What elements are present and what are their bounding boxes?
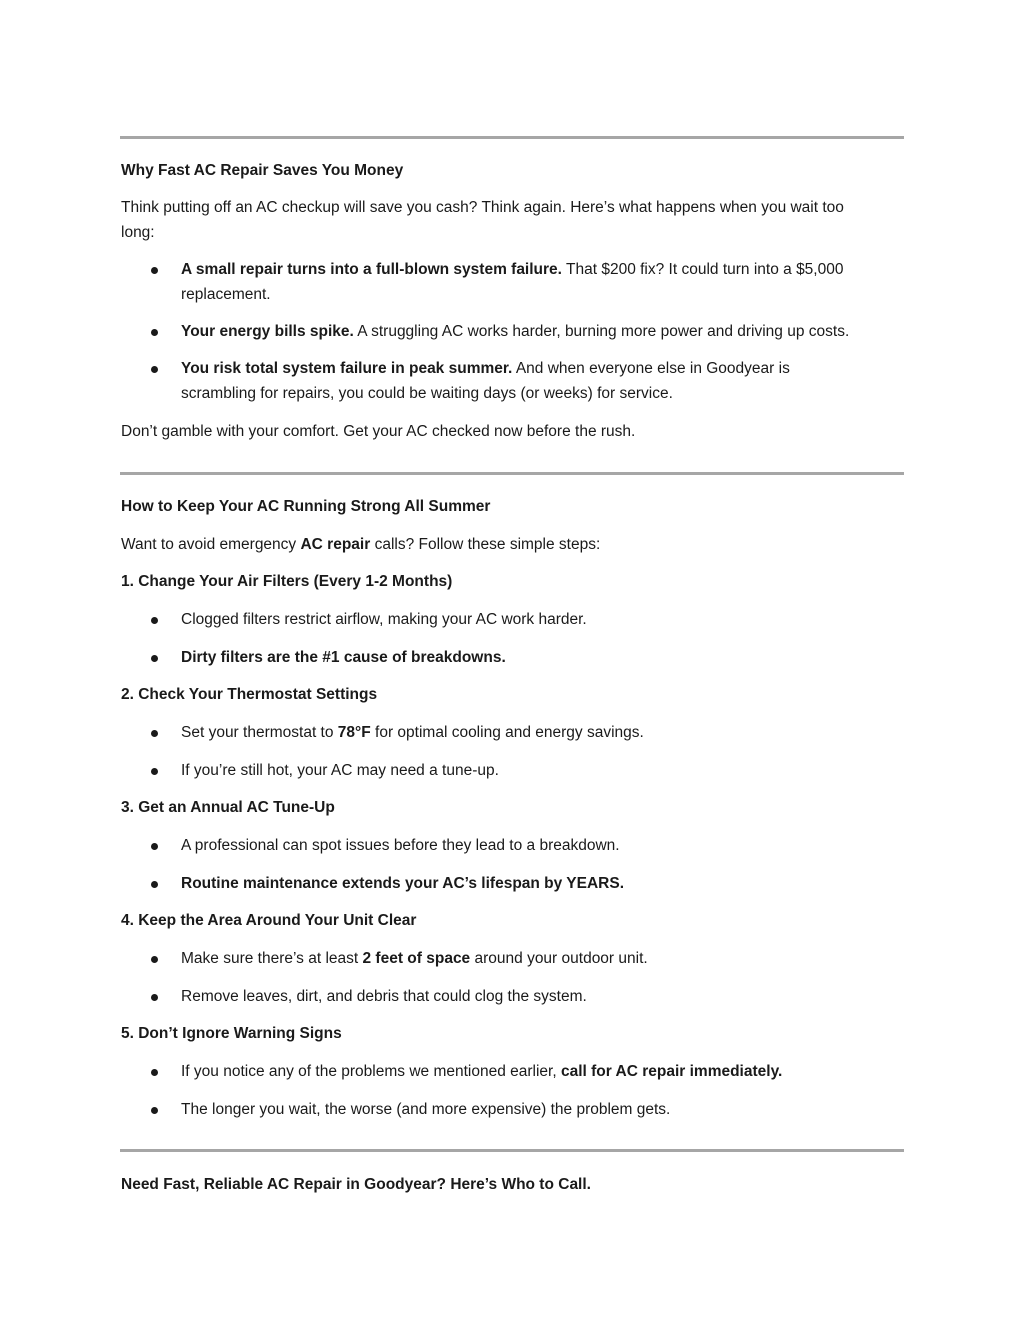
list-item: Clogged filters restrict airflow, making your AC work harder. [181, 611, 587, 628]
section-heading: How to Keep Your AC Running Strong All Summer [121, 498, 491, 515]
bold-text: 78°F [337, 724, 371, 741]
intro-text: calls? Follow these simple steps: [370, 536, 601, 553]
item-text: A struggling AC works harder, burning more power and driving up costs. [353, 323, 850, 340]
list-item-continuation: replacement. [181, 286, 271, 303]
step-title: 5. Don’t Ignore Warning Signs [121, 1025, 342, 1042]
bold-text: A small repair turns into a full-blown system failure. [181, 261, 562, 278]
intro-text: Want to avoid emergency [121, 536, 301, 553]
list-item [181, 1059, 782, 1084]
step-title: 3. Get an Annual AC Tune-Up [121, 799, 335, 816]
horizontal-divider [120, 1149, 904, 1152]
bullet-icon [151, 956, 158, 963]
bold-text: AC repair [300, 536, 371, 553]
bullet-icon [151, 1069, 158, 1076]
list-item [181, 319, 849, 344]
list-item [181, 356, 790, 381]
paragraph-line: long: [121, 224, 155, 241]
item-text: And when everyone else in Goodyear is [512, 360, 790, 377]
bullet-icon [151, 843, 158, 850]
bold-text: You risk total system failure in peak summer. [181, 360, 513, 377]
item-text: for optimal cooling and energy savings. [370, 724, 644, 741]
bullet-icon [151, 1107, 158, 1114]
bullet-icon [151, 730, 158, 737]
list-item [181, 946, 648, 971]
list-item-continuation: scrambling for repairs, you could be waiting days (or weeks) for service. [181, 385, 673, 402]
bullet-icon [151, 768, 158, 775]
bold-text: call for AC repair immediately. [560, 1063, 783, 1080]
bullet-icon [151, 267, 158, 274]
list-item [181, 257, 843, 282]
step-title: 2. Check Your Thermostat Settings [121, 686, 378, 703]
item-text: Set your thermostat to [181, 724, 338, 741]
paragraph-line [121, 532, 600, 557]
section-heading: Need Fast, Reliable AC Repair in Goodyear? Here’s Who to Call. [121, 1176, 591, 1193]
item-text: around your outdoor unit. [470, 950, 648, 967]
list-item: Remove leaves, dirt, and debris that could clog the system. [181, 988, 587, 1005]
bold-text: Your energy bills spike. [181, 323, 354, 340]
bold-text: 2 feet of space [362, 950, 471, 967]
list-item: Routine maintenance extends your AC’s lifespan by YEARS. [181, 875, 625, 892]
bullet-icon [151, 881, 158, 888]
horizontal-divider [120, 472, 904, 475]
section-heading: Why Fast AC Repair Saves You Money [121, 162, 404, 179]
list-item: Dirty filters are the #1 cause of breakdowns. [181, 649, 506, 666]
bullet-icon [151, 329, 158, 336]
item-text: Make sure there’s at least [181, 950, 363, 967]
paragraph-line: Think putting off an AC checkup will save you cash? Think again. Here’s what happens when you wait too [121, 199, 844, 216]
step-title: 4. Keep the Area Around Your Unit Clear [121, 912, 417, 929]
list-item: The longer you wait, the worse (and more expensive) the problem gets. [181, 1101, 671, 1118]
step-title: 1. Change Your Air Filters (Every 1-2 Months) [121, 573, 453, 590]
horizontal-divider [120, 136, 904, 139]
bullet-icon [151, 994, 158, 1001]
list-item [181, 720, 644, 745]
item-text: That $200 fix? It could turn into a $5,000 [561, 261, 844, 278]
item-text: If you notice any of the problems we mentioned earlier, [181, 1063, 561, 1080]
bullet-icon [151, 617, 158, 624]
list-item: If you’re still hot, your AC may need a tune-up. [181, 762, 499, 779]
list-item: A professional can spot issues before they lead to a breakdown. [181, 837, 620, 854]
paragraph-line: Don’t gamble with your comfort. Get your AC checked now before the rush. [121, 423, 636, 440]
bullet-icon [151, 655, 158, 662]
bullet-icon [151, 366, 158, 373]
